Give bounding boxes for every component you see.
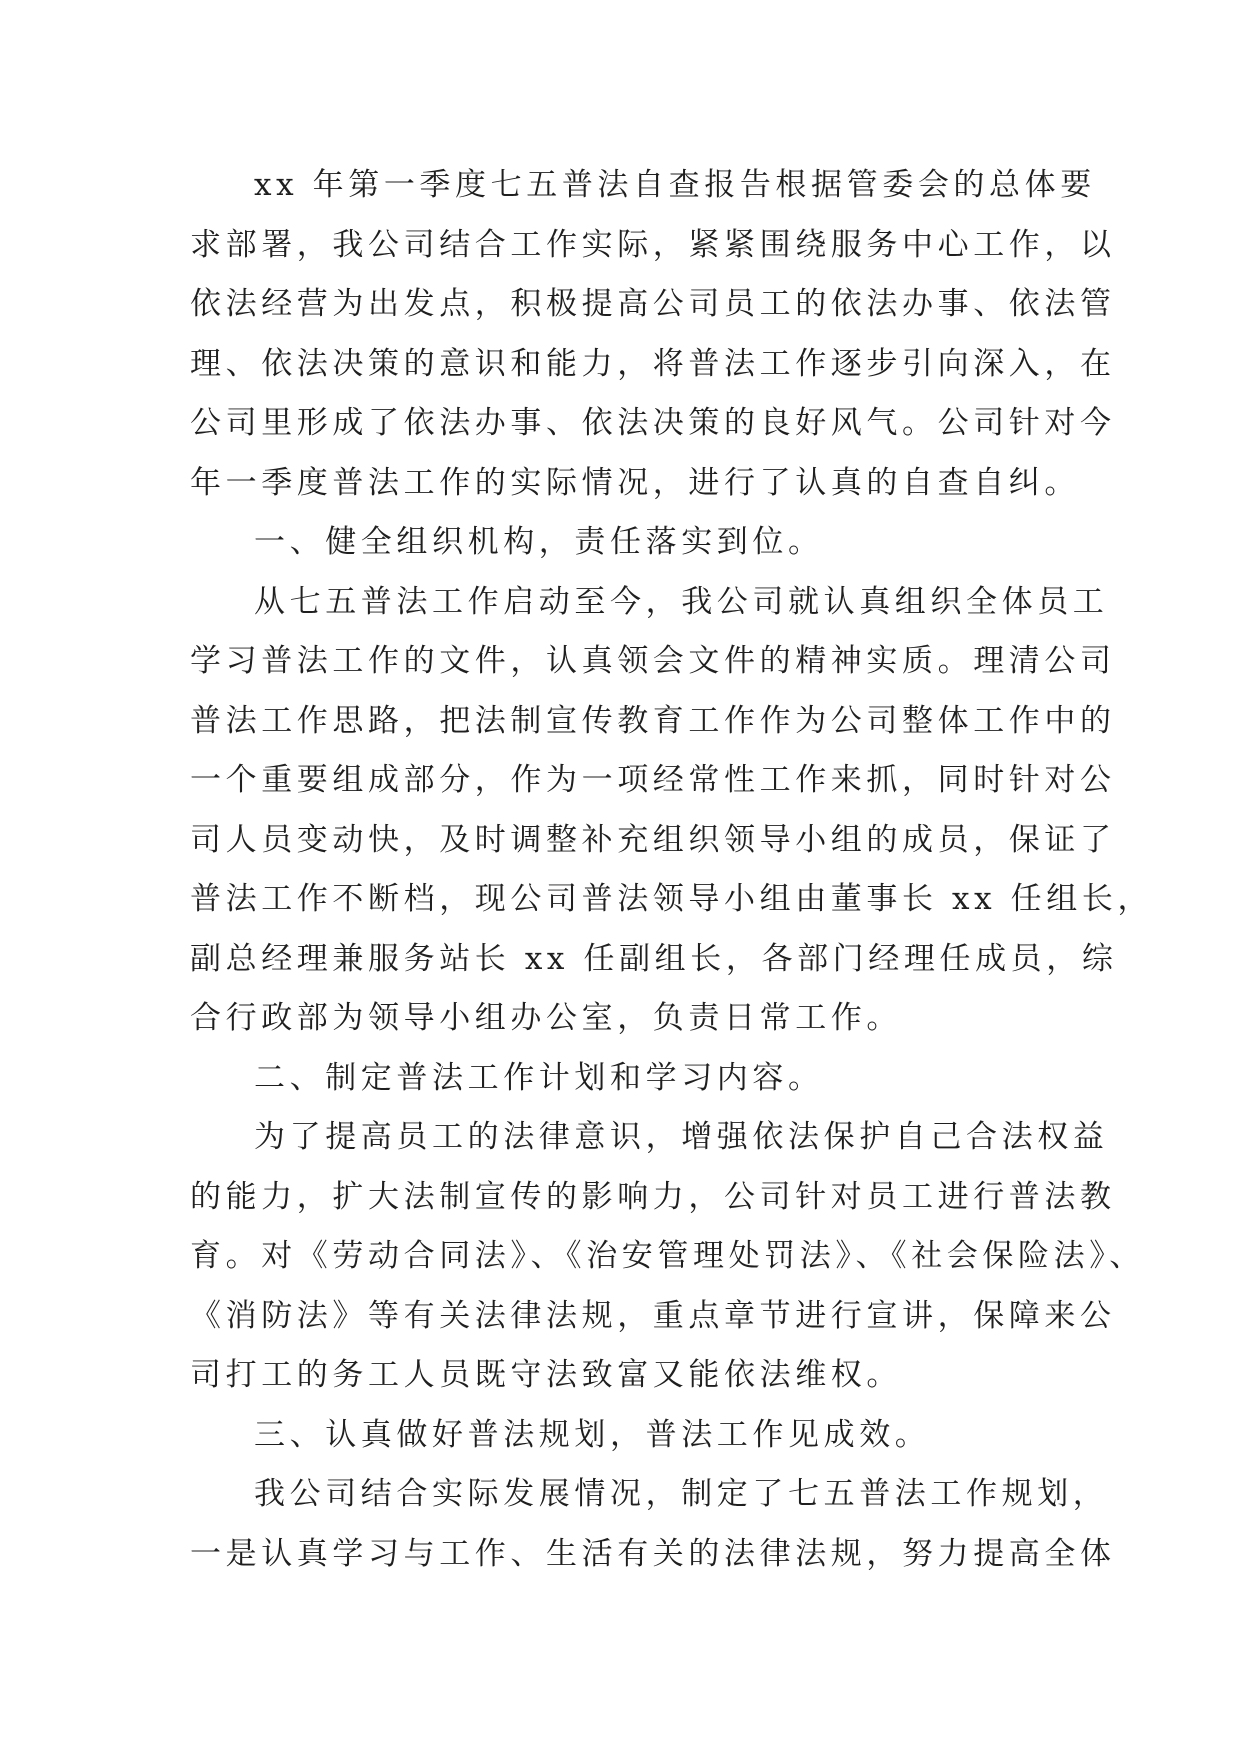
paragraph-line: 求部署，我公司结合工作实际，紧紧围绕服务中心工作，以 [190,226,1116,263]
paragraph-line: 一个重要组成部分，作为一项经常性工作来抓，同时针对公 [190,762,1116,798]
paragraph-line: 理、依法决策的意识和能力，将普法工作逐步引向深入，在 [190,345,1116,382]
paragraph-line: 普法工作思路，把法制宣传教育工作作为公司整体工作中的 [190,702,1116,739]
paragraph-line: 《消防法》等有关法律法规，重点章节进行宣讲，保障来公 [190,1297,1116,1334]
paragraph-first-line: xx 年第一季度七五普法自查报告根据管委会的总体要 [254,167,1096,203]
paragraph-line: 一是认真学习与工作、生活有关的法律法规，努力提高全体 [190,1535,1116,1572]
paragraph-line: 年一季度普法工作的实际情况，进行了认真的自查自纠。 [190,464,1080,501]
paragraph-line: 副总经理兼服务站长 xx 任副组长，各部门经理任成员，综 [190,940,1118,977]
paragraph-line: 公司里形成了依法办事、依法决策的良好风气。公司针对今 [190,405,1116,441]
paragraph-first-line: 从七五普法工作启动至今，我公司就认真组织全体员工 [254,583,1109,620]
paragraph-line: 的能力，扩大法制宣传的影响力，公司针对员工进行普法教 [190,1178,1116,1215]
paragraph-first-line: 为了提高员工的法律意识，增强依法保护自己合法权益 [254,1119,1109,1155]
paragraph-line: 依法经营为出发点，积极提高公司员工的依法办事、依法管 [190,286,1116,322]
paragraph-line: 学习普法工作的文件，认真领会文件的精神实质。理清公司 [190,643,1116,679]
paragraph-line: 司人员变动快，及时调整补充组织领导小组的成员，保证了 [190,821,1116,858]
paragraph-first-line: 三、认真做好普法规划，普法工作见成效。 [254,1416,931,1453]
paragraph-first-line: 一、健全组织机构，责任落实到位。 [254,524,824,560]
paragraph-line: 合行政部为领导小组办公室，负责日常工作。 [190,1000,902,1036]
paragraph-line: 普法工作不断档，现公司普法领导小组由董事长 xx 任组长， [190,881,1154,917]
paragraph-line: 育。对《劳动合同法》、《治安管理处罚法》、《社会保险法》、 [190,1238,1145,1274]
document-body [190,156,1154,1584]
paragraph-line: 司打工的务工人员既守法致富又能依法维权。 [190,1357,902,1393]
paragraph-first-line: 二、制定普法工作计划和学习内容。 [254,1059,824,1096]
paragraph-first-line: 我公司结合实际发展情况，制定了七五普法工作规划， [254,1476,1109,1512]
